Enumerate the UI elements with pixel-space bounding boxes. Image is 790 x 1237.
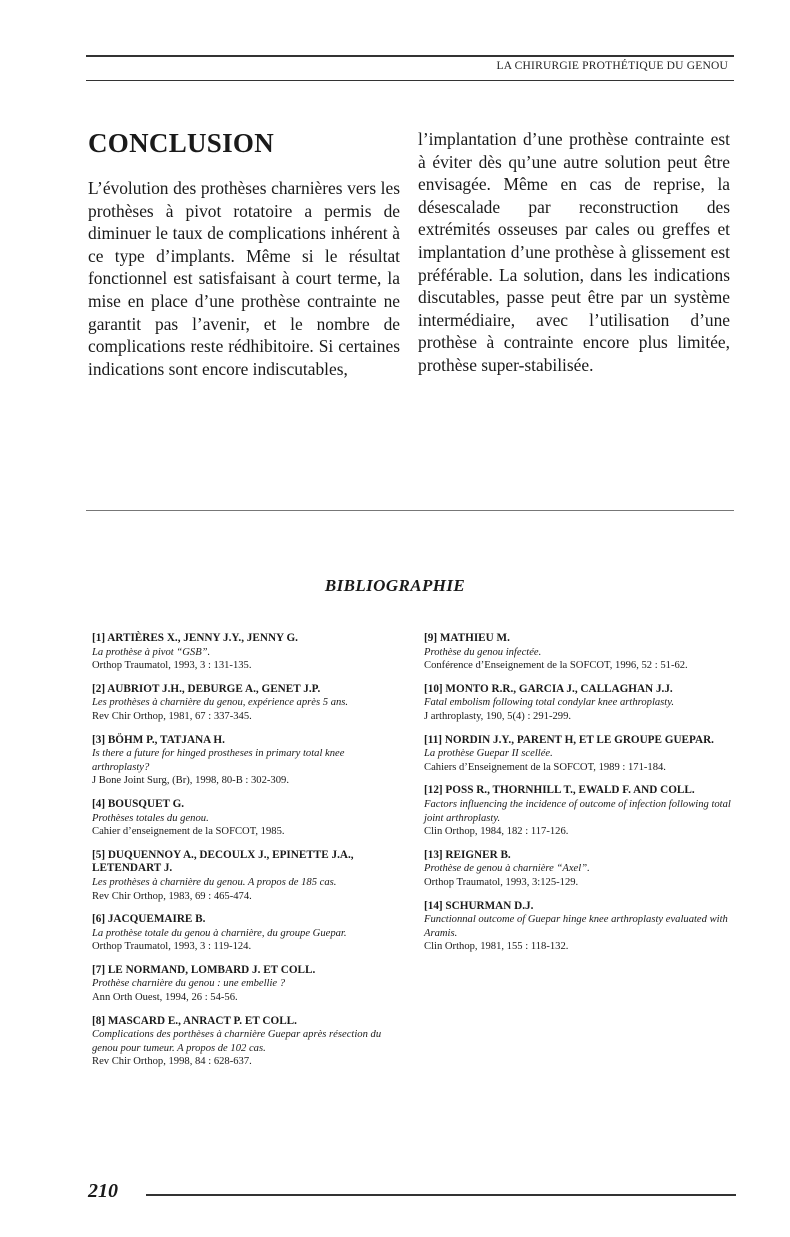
reference-source: Orthop Traumatol, 1993, 3 : 131-135. <box>92 660 252 672</box>
running-head: LA CHIRURGIE PROTHÉTIQUE DU GENOU <box>496 60 728 72</box>
reference-authors: [12] POSS R., THORNHILL T., EWALD F. AND COLL. <box>424 784 695 797</box>
reference-item <box>92 798 404 839</box>
reference-title: Complications des porthèses à charnière Guepar après résection du genou pour tumeur. A propos de 102 cas. <box>92 1029 382 1054</box>
reference-item <box>424 734 736 775</box>
reference-authors: [5] DUQUENNOY A., DECOULX J., EPINETTE J.A., LETENDART J. <box>92 848 354 875</box>
reference-authors: [2] AUBRIOT J.H., DEBURGE A., GENET J.P. <box>92 682 321 695</box>
reference-authors: [4] BOUSQUET G. <box>92 797 185 810</box>
footer-rule <box>146 1194 736 1196</box>
reference-source: Rev Chir Orthop, 1981, 67 : 337-345. <box>92 710 252 722</box>
reference-authors: [9] MATHIEU M. <box>424 632 510 644</box>
bibliography-right-column <box>424 632 736 964</box>
reference-source: Cahiers d’Enseignement de la SOFCOT, 1989 : 171-184. <box>424 761 666 773</box>
conclusion-right-column <box>418 128 730 377</box>
reference-source: Cahier d’enseignement de la SOFCOT, 1985. <box>92 826 285 838</box>
reference-authors: [7] LE NORMAND, LOMBARD J. ET COLL. <box>92 963 316 976</box>
section-title: CONCLUSION <box>88 128 275 158</box>
reference-item <box>424 784 736 838</box>
reference-source: Conférence d’Enseignement de la SOFCOT, 1996, 52 : 51-62. <box>424 660 688 672</box>
reference-item <box>92 734 404 788</box>
conclusion-left-column <box>88 120 400 380</box>
reference-item <box>424 683 736 724</box>
reference-title: Prothèse de genou à charnière “Axel”. <box>424 863 590 875</box>
reference-item <box>92 849 404 903</box>
reference-title: Prothèses totales du genou. <box>92 812 209 824</box>
reference-authors: [8] MASCARD E., ANRACT P. ET COLL. <box>92 1014 297 1027</box>
reference-authors: [3] BÖHM P., TATJANA H. <box>92 733 225 746</box>
reference-item <box>424 900 736 954</box>
reference-title: Prothèse du genou infectée. <box>424 646 542 658</box>
reference-item <box>92 964 404 1005</box>
reference-title: Fatal embolism following total condylar knee arthroplasty. <box>424 697 675 709</box>
reference-item <box>92 1015 404 1069</box>
header-bottom-rule <box>86 80 734 81</box>
conclusion-right-text: l’implantation d’une prothèse contrainte est à éviter dès qu’une autre solution peut être envisagée. Même en cas de reprise, la désescalade par reconstruction des extrémités osseuses par cales ou greffes et implantation d’une prothèse à glissement est préférable. La solution, dans les indications discutables, passe peut être par un système intermédiaire, avec l’utilisation d’une prothèse à contrainte encore plus limitée, prothèse super-stabilisée. <box>418 129 730 375</box>
conclusion-left-text: L’évolution des prothèses charnières vers les prothèses à pivot rotatoire a permis de diminuer le taux de complications inhérent à ce type d’implants. Même si le résultat fonctionnel est satisfaisant à court terme, la mise en place d’une prothèse contrainte ne garantit pas l’avenir, et le nombre de complications reste rédhibitoire. Si certaines indications sont encore indiscutables, <box>88 178 400 379</box>
reference-authors: [1] ARTIÈRES X., JENNY J.Y., JENNY G. <box>92 632 298 644</box>
header-top-rule <box>86 55 734 57</box>
reference-source: J arthroplasty, 190, 5(4) : 291-299. <box>424 710 572 722</box>
reference-title: Factors influencing the incidence of outcome of infection following total joint arthroplasty. <box>424 798 731 824</box>
reference-item <box>92 632 404 673</box>
reference-title: La prothèse totale du genou à charnière, du groupe Guepar. <box>92 927 347 939</box>
reference-title: Functionnal outcome of Guepar hinge knee arthroplasty evaluated with Aramis. <box>424 914 728 939</box>
reference-title: La prothèse Guepar II scellée. <box>424 748 553 760</box>
reference-item <box>424 632 736 673</box>
page-number: 210 <box>88 1180 118 1202</box>
reference-title: Is there a future for hinged prostheses in primary total knee arthroplasty? <box>92 748 345 773</box>
reference-source: Orthop Traumatol, 1993, 3:125-129. <box>424 876 579 888</box>
reference-source: Ann Orth Ouest, 1994, 26 : 54-56. <box>92 992 238 1004</box>
reference-authors: [13] REIGNER B. <box>424 848 511 861</box>
reference-source: Orthop Traumatol, 1993, 3 : 119-124. <box>92 941 252 953</box>
reference-authors: [11] NORDIN J.Y., PARENT H, ET LE GROUPE GUEPAR. <box>424 733 714 746</box>
reference-source: J Bone Joint Surg, (Br), 1998, 80-B : 302-309. <box>92 775 289 787</box>
reference-title: Prothèse charnière du genou : une embellie ? <box>92 978 286 990</box>
reference-authors: [6] JACQUEMAIRE B. <box>92 913 206 926</box>
reference-item <box>92 683 404 724</box>
reference-title: Les prothèses à charnière du genou, expérience après 5 ans. <box>92 697 349 709</box>
reference-source: Clin Orthop, 1984, 182 : 117-126. <box>424 826 569 838</box>
reference-source: Clin Orthop, 1981, 155 : 118-132. <box>424 941 569 953</box>
reference-source: Rev Chir Orthop, 1998, 84 : 628-637. <box>92 1056 252 1068</box>
reference-item <box>424 849 736 890</box>
reference-source: Rev Chir Orthop, 1983, 69 : 465-474. <box>92 890 252 902</box>
reference-authors: [14] SCHURMAN D.J. <box>424 899 534 912</box>
bibliography-title: BIBLIOGRAPHIE <box>324 576 466 595</box>
reference-title: La prothèse à pivot “GSB”. <box>92 646 211 658</box>
reference-title: Les prothèses à charnière du genou. A propos de 185 cas. <box>92 876 337 888</box>
reference-item <box>92 913 404 954</box>
section-divider <box>86 510 734 511</box>
reference-authors: [10] MONTO R.R., GARCIA J., CALLAGHAN J.J. <box>424 682 673 695</box>
bibliography-left-column <box>92 632 404 1079</box>
